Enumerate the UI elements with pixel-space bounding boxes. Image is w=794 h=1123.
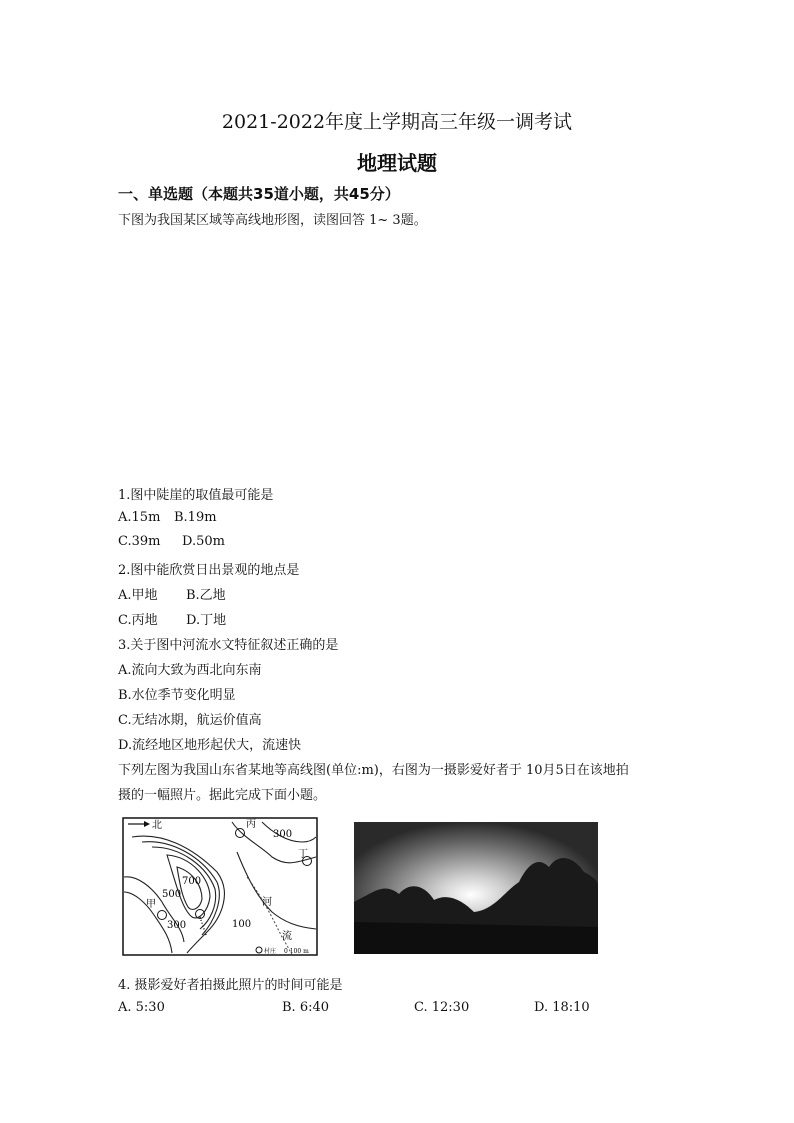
legend-scale: 0 100 m [284,948,309,955]
contour-label: 700 [182,876,202,887]
q2-option-c: C.丙地 [118,613,158,628]
map-label-bing: 丙 [246,819,256,830]
intro-2-line1: 下列左图为我国山东省某地等高线图(单位:m)，右图为一摄影爱好者于 10月5日在该地拍 [118,763,629,778]
contour-label: 500 [162,889,182,900]
map-label-liu: 流 [282,931,292,942]
q1-option-c: C.39m [118,534,161,549]
q3-option-c: C.无结冰期，航运价值高 [118,713,262,728]
map-label-jia: 甲 [146,899,156,910]
q1-option-d: D.50m [182,534,225,549]
q2-option-b: B.乙地 [186,588,226,603]
intro-2-line2: 摄的一幅照片。据此完成下面小题。 [118,788,327,803]
exam-title: 2021-2022年度上学期高三年级一调考试 [221,111,573,133]
legend-village-label: 村庄 [264,948,277,955]
q3-stem: 3.关于图中河流水文特征叙述正确的是 [118,638,339,653]
contour-label: 100 [232,919,252,930]
q1-option-b: B.19m [174,510,217,525]
map-label-ding: 丁 [298,849,308,860]
q4-option-c: C. 12:30 [414,1000,470,1015]
contour-label: 300 [273,829,293,840]
q3-option-d: D.流经地区地形起伏大，流速快 [118,738,302,753]
q2-options-row2 [118,609,226,628]
q1-options-row2 [118,534,225,549]
q2-option-a: A.甲地 [118,588,158,603]
q2-stem: 2.图中能欣赏日出景观的地点是 [118,563,300,578]
map-north-label: 北 [152,820,162,831]
q4-option-a: A. 5:30 [118,1000,165,1015]
q2-options-row1 [118,584,226,603]
intro-1: 下图为我国某区域等高线地形图，读图回答 1~ 3题。 [118,213,427,228]
contour-label: 300 [167,920,187,931]
foreground-silhouette [354,922,598,954]
q1-option-a: A.15m [118,510,161,525]
q1-options-row1 [118,510,217,525]
q3-option-b: B.水位季节变化明显 [118,688,236,703]
q4-option-b: B. 6:40 [282,1000,330,1015]
q4-stem: 4. 摄影爱好者拍摄此照片的时间可能是 [118,978,343,993]
sunrise-photo [354,822,598,954]
exam-subtitle: 地理试题 [357,151,437,175]
q4-option-d: D. 18:10 [534,1000,590,1015]
map-label-he: 河 [262,897,272,908]
q1-stem: 1.图中陡崖的取值最可能是 [118,488,274,503]
section-heading: 一、单选题（本题共35道小题，共45分） [118,185,400,203]
q2-option-d: D.丁地 [186,613,227,628]
contour-map [122,817,318,956]
q3-option-a: A.流向大致为西北向东南 [118,663,262,678]
